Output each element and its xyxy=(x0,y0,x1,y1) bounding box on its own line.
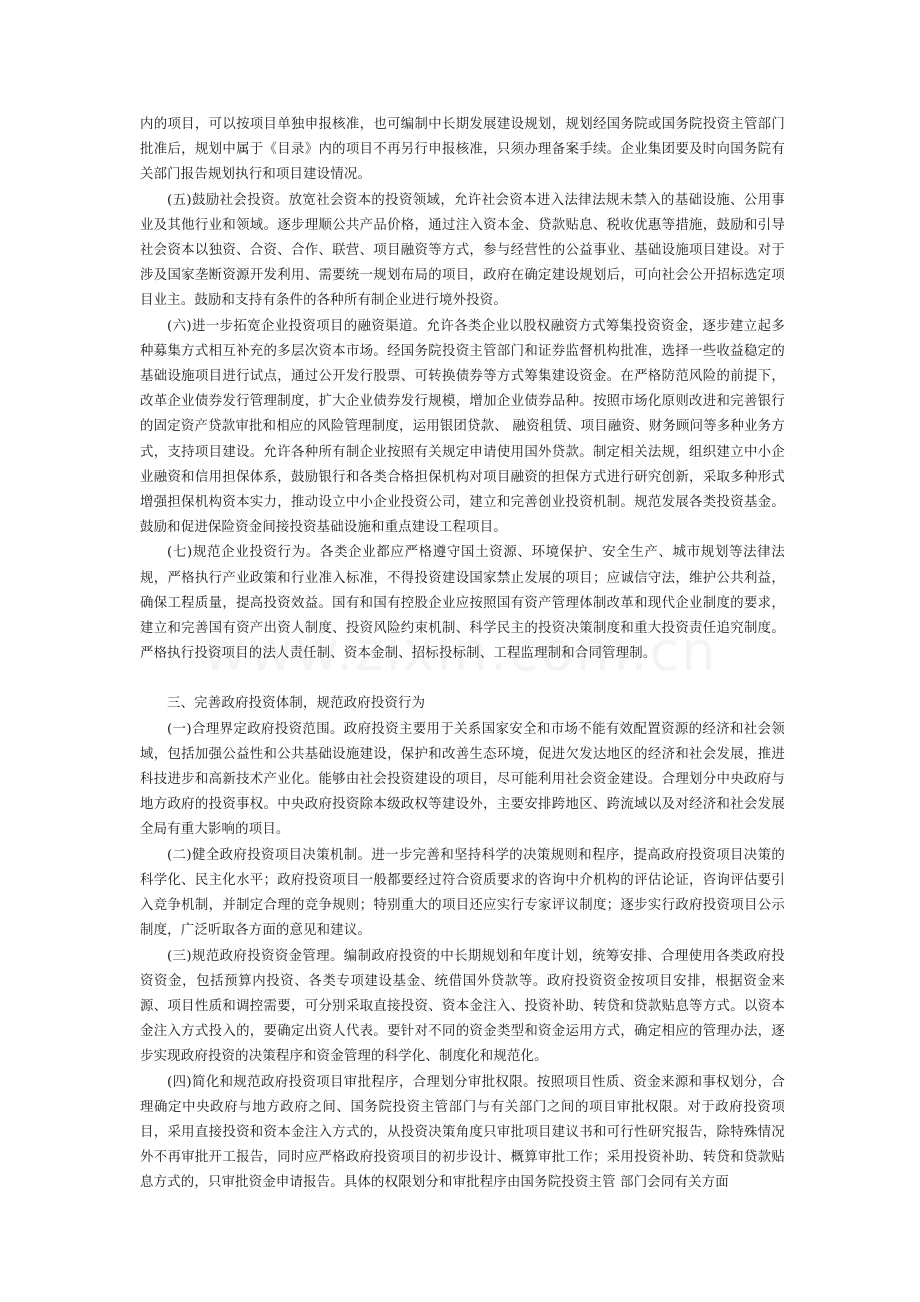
paragraph-encourage-social-investment: (五)鼓励社会投资。放宽社会资本的投资领域，允许社会资本进入法律法规未禁入的基础设施、公用事业及其他行业和领域。逐步理顺公共产品价格，通过注入资本金、贷款贴息、税收优惠等措施，鼓励和引导社会资本以独资、合资、合作、联营、项目融资等方式，参与经营性的公益事业、基础设施项目建设。对于涉及国家垄断资源开发利用、需要统一规划布局的项目，政府在确定建设规划后，可向社会公开招标选定项目业主。鼓励和支持有条件的各种所有制企业进行境外投资。 xyxy=(140,192,785,309)
document-body xyxy=(140,112,785,1196)
paragraph-regulate-enterprise-investment: (七)规范企业投资行为。各类企业都应严格遵守国土资源、环境保护、安全生产、城市规划等法律法规，严格执行产业政策和行业准入标准，不得投资建设国家禁止发展的项目；应诚信守法，维护公共利益，确保工程质量，提高投资效益。国有和国有控股企业应按照国有资产管理体制改革和现代企业制度的要求，建立和完善国有资产出资人制度、投资风险约束机制、科学民主的投资决策制度和重大投资责任追究制度。严格执行投资项目的法人责任制、资本金制、招标投标制、工程监理制和合同管理制。 xyxy=(140,545,785,662)
paragraph-financing-channels: (六)进一步拓宽企业投资项目的融资渠道。允许各类企业以股权融资方式筹集投资资金，逐步建立起多种募集方式相互补充的多层次资本市场。经国务院投资主管部门和证券监督机构批准，选择一些收益稳定的基础设施项目进行试点，通过公开发行股票、可转换债券等方式筹集建设资金。在严格防范风险的前提下，改革企业债券发行管理制度，扩大企业债券发行规模，增加企业债券品种。按照市场化原则改进和完善银行的固定资产贷款审批和相应的风险管理制度，运用银团贷款、 融资租赁、项目融资、财务顾问等多种业务方式，支持项目建设。允许各种所有制企业按照有关规定申请使用国外贷款。制定相关法规，组织建立中小企业融资和信用担保体系，鼓励银行和各类合格担保机构对项目融资的担保方式进行研究创新，采取多种形式增强担保机构资本实力，推动设立中小企业投资公司，建立和完善创业投资机制。规范发展各类投资基金。鼓励和促进保险资金间接投资基础设施和重点建设工程项目。 xyxy=(140,318,785,536)
paragraph-approval-procedure: (四)简化和规范政府投资项目审批程序，合理划分审批权限。按照项目性质、资金来源和事权划分，合理确定中央政府与地方政府之间、国务院投资主管部门与有关部门之间的项目审批权限。对于政府投资项目，采用直接投资和资本金注入方式的，从投资决策角度只审批项目建议书和可行性研究报告，除特殊情况外不再审批开工报告，同时应严格政府投资项目的初步设计、概算审批工作；采用投资补助、转贷和贷款贴息方式的，只审批资金申请报告。具体的权限划分和审批程序由国务院投资主管 部门会同有关方面 xyxy=(140,1074,785,1191)
paragraph-government-investment-scope: (一)合理界定政府投资范围。政府投资主要用于关系国家安全和市场不能有效配置资源的经济和社会领域，包括加强公益性和公共基础设施建设，保护和改善生态环境，促进欠发达地区的经济和社会发展，推进科技进步和高新技术产业化。能够由社会投资建设的项目，尽可能利用社会资金建设。合理划分中央政府与地方政府的投资事权。中央政府投资除本级政权等建设外，主要安排跨地区、跨流域以及对经济和社会发展全局有重大影响的项目。 xyxy=(140,721,785,838)
paragraph-decision-mechanism: (二)健全政府投资项目决策机制。进一步完善和坚持科学的决策规则和程序，提高政府投资项目决策的科学化、民主化水平；政府投资项目一般都要经过符合资质要求的咨询中介机构的评估论证，咨询评估要引入竞争机制，并制定合理的竞争规则；特别重大的项目还应实行专家评议制度；逐步实行政府投资项目公示制度，广泛听取各方面的意见和建议。 xyxy=(140,847,785,939)
paragraph-continuation: 内的项目，可以按项目单独申报核准，也可编制中长期发展建设规划，规划经国务院或国务院投资主管部门批准后，规划中属于《目录》内的项目不再另行申报核准，只须办理备案手续。企业集团要及时向国务院有关部门报告规划执行和项目建设情况。 xyxy=(140,117,785,183)
section-heading: 三、完善政府投资体制，规范政府投资行为 xyxy=(167,696,426,712)
paragraph-fund-management: (三)规范政府投资资金管理。编制政府投资的中长期规划和年度计划，统筹安排、合理使用各类政府投资资金，包括预算内投资、各类专项建设基金、统借国外贷款等。政府投资资金按项目安排，根据资金来源、项目性质和调控需要，可分别采取直接投资、资本金注入、投资补助、转贷和贷款贴息等方式。以资本金注入方式投入的，要确定出资人代表。要针对不同的资金类型和资金运用方式，确定相应的管理办法，逐步实现政府投资的决策程序和资金管理的科学化、制度化和规范化。 xyxy=(140,948,785,1065)
